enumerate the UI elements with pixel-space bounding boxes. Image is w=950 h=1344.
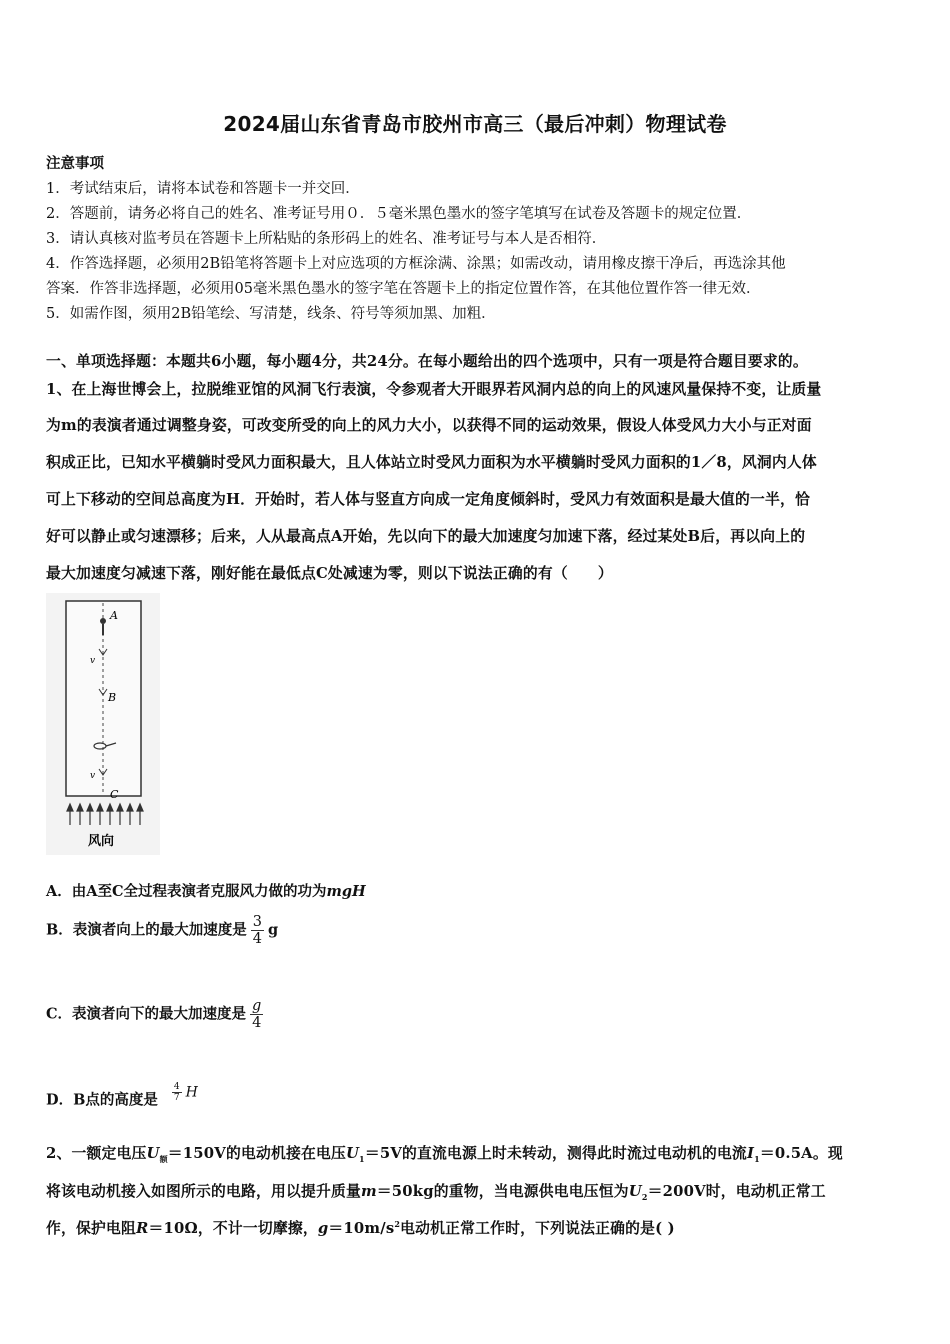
option-b-fraction xyxy=(251,914,264,947)
label-v: v xyxy=(90,771,96,781)
option-d-unit: H xyxy=(185,1084,198,1101)
math-sub: 2 xyxy=(641,1191,648,1202)
question-text-line: 1、在上海世博会上，拉脱维亚馆的风洞飞行表演，令参观者大开眼界若风洞内总的向上的风速风量保持不变，让质量 xyxy=(46,381,822,398)
label-v: v xyxy=(90,656,96,666)
math-var: U xyxy=(628,1183,642,1200)
question-text-line xyxy=(46,1217,675,1238)
math-var: U xyxy=(345,1145,360,1162)
text-run: 2、一额定电压 xyxy=(46,1145,147,1162)
option-c-fraction xyxy=(250,998,263,1031)
option-d xyxy=(46,1082,198,1110)
label-a: A xyxy=(110,609,118,622)
text-run: ＝0.5A。现 xyxy=(759,1145,843,1162)
label-b: B xyxy=(108,691,117,704)
notes-item: 1．考试结束后，请将本试卷和答题卡一并交回． xyxy=(46,181,360,197)
wind-direction-caption: 风向 xyxy=(88,834,115,849)
text-run: 将该电动机接入如图所示的电路，用以提升质量 xyxy=(46,1183,361,1200)
text-run: ＝10m/s xyxy=(328,1220,395,1237)
notes-item: 4．作答选择题，必须用2B铅笔将答题卡上对应选项的方框涂满、涂黑；如需改动，请用橡皮擦干净后，再选涂其他 xyxy=(46,256,786,272)
question-text-line: 好可以静止或匀速漂移；后来，人从最高点A开始，先以向下的最大加速度匀加速下落，经过某处B后，再以向上的 xyxy=(46,528,806,545)
question-text-line: 积成正比，已知水平横躺时受风力面积最大，且人体站立时受风力面积为水平横躺时受风力面积的1／8，风洞内人体 xyxy=(46,454,817,471)
question-text-line: 为m的表演者通过调整身姿，可改变所受的向上的风力大小，以获得不同的运动效果，假设人体受风力大小与正对面 xyxy=(46,417,812,434)
text-run: ＝5V的直流电源上时未转动，测得此时流过电动机的电流 xyxy=(364,1145,747,1162)
fraction-denominator: 7 xyxy=(173,1093,180,1103)
question-text-line: 可上下移动的空间总高度为H．开始时，若人体与竖直方向成一定角度倾斜时，受风力有效面积是最大值的一半，恰 xyxy=(46,491,811,508)
option-a-math: mgH xyxy=(326,883,366,900)
math-sub: 1 xyxy=(754,1153,760,1164)
math-sub: 1 xyxy=(359,1153,365,1164)
option-b-unit: g xyxy=(268,921,279,939)
notes-item: 答案．作答非选择题，必须用05毫米黑色墨水的签字笔在答题卡上的指定位置作答，在其他位置作答一律无效． xyxy=(46,281,761,297)
fraction-numerator: 3 xyxy=(252,914,262,930)
option-d-fraction xyxy=(172,1082,182,1103)
question-text-line: 最大加速度匀减速下落，刚好能在最低点C处减速为零，则以下说法正确的有（ ） xyxy=(46,565,613,582)
fraction-numerator: g xyxy=(252,998,262,1014)
fraction-denominator: 4 xyxy=(252,1015,262,1031)
notes-heading: 注意事项 xyxy=(46,155,104,172)
text-run: 电动机正常工作时，下列说法正确的是( ) xyxy=(400,1220,675,1237)
wind-tunnel-figure xyxy=(46,593,160,855)
text-run: ＝10Ω，不计一切摩擦， xyxy=(148,1220,318,1237)
option-b xyxy=(46,914,278,947)
option-a-text: A．由A至C全过程表演者克服风力做的功为 xyxy=(46,883,327,900)
math-var: R xyxy=(135,1220,149,1237)
notes-item: 2．答题前，请务必将自己的姓名、准考证号用０．５毫米黑色墨水的签字笔填写在试卷及答题卡的规定位置． xyxy=(46,206,752,222)
performer-head-icon xyxy=(100,618,106,624)
option-a xyxy=(46,880,366,901)
question-text-line xyxy=(46,1180,826,1202)
fraction-denominator: 4 xyxy=(252,931,262,947)
notes-item: 5．如需作图，须用2B铅笔绘、写清楚，线条、符号等须加黑、加粗． xyxy=(46,306,496,322)
math-var: I xyxy=(746,1145,755,1162)
math-sub: 额 xyxy=(159,1153,168,1164)
section-heading: 一、单项选择题：本题共6小题，每小题4分，共24分。在每小题给出的四个选项中，只有一项是符合题目要求的。 xyxy=(46,353,808,370)
label-c: C xyxy=(110,788,119,801)
math-var: U xyxy=(146,1145,160,1162)
page-title: 2024届山东省青岛市胶州市高三（最后冲刺）物理试卷 xyxy=(223,112,727,136)
notes-item: 3．请认真核对监考员在答题卡上所粘贴的条形码上的姓名、准考证号与本人是否相符． xyxy=(46,231,607,247)
option-b-text: B．表演者向上的最大加速度是 xyxy=(46,921,247,939)
fraction-numerator: 4 xyxy=(173,1082,180,1092)
question-text-line xyxy=(46,1142,843,1165)
math-sup: 2 xyxy=(394,1219,401,1230)
text-run: ＝150V的电动机接在电压 xyxy=(167,1145,346,1162)
text-run: ＝50kg的重物，当电源供电电压恒为 xyxy=(376,1183,629,1200)
option-d-text: D．B点的高度是 xyxy=(46,1091,158,1109)
option-c-text: C．表演者向下的最大加速度是 xyxy=(46,1005,247,1023)
text-run: ＝200V时，电动机正常工 xyxy=(647,1183,826,1200)
option-c xyxy=(46,998,267,1031)
math-var: g xyxy=(317,1220,329,1237)
text-run: 作，保护电阻 xyxy=(46,1220,136,1237)
math-var: m xyxy=(360,1183,377,1200)
